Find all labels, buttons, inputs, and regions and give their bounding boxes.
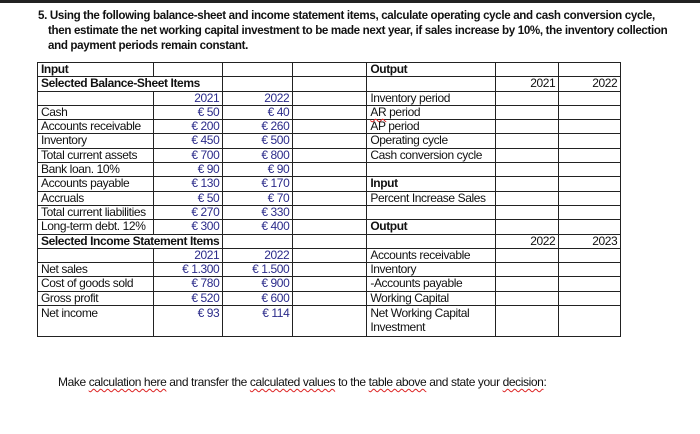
- answer-cell[interactable]: [559, 191, 621, 205]
- row-label: Inventory: [38, 134, 154, 148]
- input-label: Input: [38, 63, 154, 77]
- answer-cell[interactable]: [496, 91, 559, 105]
- table-row: [38, 263, 621, 277]
- note-text: table above: [368, 375, 427, 389]
- row-label: Total current liabilities: [38, 205, 154, 219]
- cell: [293, 277, 367, 291]
- cell: [293, 234, 367, 248]
- note-text: to the: [335, 375, 369, 389]
- row-label-part: AR: [370, 104, 387, 119]
- cell: [293, 63, 367, 77]
- answer-cell[interactable]: [559, 263, 621, 277]
- value-2022: € 800: [223, 148, 293, 162]
- note-text: decision: [502, 375, 544, 389]
- row-label: [367, 105, 496, 119]
- row-label: Accruals: [38, 191, 154, 205]
- table-row: [38, 63, 621, 77]
- output-label: Output: [367, 220, 496, 234]
- row-label: Cash conversion cycle: [367, 148, 496, 162]
- value-2022: € 330: [223, 205, 293, 219]
- answer-cell[interactable]: [496, 105, 559, 119]
- year-header: 2021: [496, 77, 559, 91]
- cell: [38, 91, 154, 105]
- answer-cell[interactable]: [559, 277, 621, 291]
- cell[interactable]: [559, 163, 621, 177]
- answer-cell[interactable]: [559, 120, 621, 134]
- cell: [293, 120, 367, 134]
- cell: [293, 77, 367, 91]
- value-2022: € 70: [223, 191, 293, 205]
- cell: [223, 77, 293, 91]
- value-2021: € 93: [154, 306, 223, 337]
- row-label: Operating cycle: [367, 134, 496, 148]
- cell: [367, 77, 496, 91]
- value-2021: € 130: [154, 177, 223, 191]
- cell: [367, 205, 496, 219]
- value-2021: € 300: [154, 220, 223, 234]
- cell: [223, 63, 293, 77]
- row-label: Total current assets: [38, 148, 154, 162]
- year-header: 2022: [223, 91, 293, 105]
- input-label: Input: [367, 177, 496, 191]
- row-label: Cost of goods sold: [38, 277, 154, 291]
- value-2022: € 260: [223, 120, 293, 134]
- year-header: 2023: [559, 234, 621, 248]
- table-row: [38, 205, 621, 219]
- cell: [293, 220, 367, 234]
- value-2021: € 1.300: [154, 263, 223, 277]
- answer-cell[interactable]: [559, 248, 621, 262]
- cell[interactable]: [559, 220, 621, 234]
- table-row: [38, 120, 621, 134]
- row-label: Accounts payable: [38, 177, 154, 191]
- table-row: [38, 163, 621, 177]
- question-body: Using the following balance-sheet and income statement items, calculate operating cycle and cash conversion cycle, then estimate the net working capital investment to be made next year, if sales increase by 10%, the inventory collection and payment periods remain constant.: [48, 9, 668, 52]
- cell[interactable]: [559, 177, 621, 191]
- answer-cell[interactable]: [559, 306, 621, 337]
- row-label: Bank loan. 10%: [38, 163, 154, 177]
- value-2021: € 90: [154, 163, 223, 177]
- value-2021: € 200: [154, 120, 223, 134]
- value-2021: € 450: [154, 134, 223, 148]
- value-2021: € 780: [154, 277, 223, 291]
- row-label: Cash: [38, 105, 154, 119]
- table-row: [38, 191, 621, 205]
- row-label: Long-term debt. 12%: [38, 220, 154, 234]
- row-label: Gross profit: [38, 291, 154, 305]
- table-row: [38, 134, 621, 148]
- cell: [293, 263, 367, 277]
- cell[interactable]: [496, 163, 559, 177]
- row-label: AP period: [367, 120, 496, 134]
- cell: [293, 134, 367, 148]
- value-2022: € 40: [223, 105, 293, 119]
- note-text: and state your: [426, 375, 503, 389]
- row-label: Net sales: [38, 263, 154, 277]
- answer-cell[interactable]: [559, 91, 621, 105]
- row-label: Net income: [38, 306, 154, 337]
- output-cell[interactable]: [559, 63, 621, 77]
- cell: [223, 234, 293, 248]
- table-row: [38, 248, 621, 262]
- answer-cell[interactable]: [496, 134, 559, 148]
- answer-cell[interactable]: [496, 263, 559, 277]
- row-label: Percent Increase Sales: [367, 191, 496, 205]
- year-header: 2021: [154, 248, 223, 262]
- value-2022: € 1.500: [223, 263, 293, 277]
- answer-cell[interactable]: [496, 306, 559, 337]
- table-row: [38, 148, 621, 162]
- table-row: [38, 277, 621, 291]
- note-text: Make: [58, 375, 89, 389]
- table-row: [38, 105, 621, 119]
- answer-cell[interactable]: [496, 191, 559, 205]
- cell: [367, 234, 496, 248]
- cell: [293, 191, 367, 205]
- income-statement-header: Selected Income Statement Items: [38, 234, 223, 248]
- year-header: 2022: [496, 234, 559, 248]
- row-label: Accounts receivable: [367, 248, 496, 262]
- cell: [293, 148, 367, 162]
- cell: [154, 63, 223, 77]
- question-text: [38, 8, 668, 53]
- cell[interactable]: [496, 177, 559, 191]
- cell: [293, 205, 367, 219]
- cell: [293, 105, 367, 119]
- value-2021: € 270: [154, 205, 223, 219]
- answer-cell[interactable]: [496, 120, 559, 134]
- year-header: 2022: [559, 77, 621, 91]
- worksheet-table: [37, 62, 621, 337]
- answer-cell[interactable]: [559, 134, 621, 148]
- answer-cell[interactable]: [559, 291, 621, 305]
- row-label: Inventory: [367, 263, 496, 277]
- value-2022: € 400: [223, 220, 293, 234]
- value-2022: € 600: [223, 291, 293, 305]
- table-row: [38, 291, 621, 305]
- table-row: [38, 177, 621, 191]
- cell: [293, 291, 367, 305]
- value-2021: € 50: [154, 191, 223, 205]
- cell[interactable]: [559, 205, 621, 219]
- cell[interactable]: [496, 220, 559, 234]
- output-cell[interactable]: [496, 63, 559, 77]
- answer-cell[interactable]: [496, 291, 559, 305]
- note-text: calculated values: [249, 375, 336, 389]
- answer-cell[interactable]: [559, 148, 621, 162]
- answer-cell[interactable]: [496, 277, 559, 291]
- value-2021: € 700: [154, 148, 223, 162]
- value-2021: € 520: [154, 291, 223, 305]
- value-2021: € 50: [154, 105, 223, 119]
- row-label: Accounts receivable: [38, 120, 154, 134]
- answer-cell[interactable]: [559, 105, 621, 119]
- value-2022: € 900: [223, 277, 293, 291]
- row-label: Working Capital: [367, 291, 496, 305]
- table-row: [38, 91, 621, 105]
- table-row: [38, 306, 621, 337]
- table-row: [38, 77, 621, 91]
- answer-cell[interactable]: [496, 248, 559, 262]
- cell: [293, 248, 367, 262]
- note-text: calculation here: [88, 375, 167, 389]
- row-label: Inventory period: [367, 91, 496, 105]
- cell: [293, 306, 367, 337]
- question-number: 5.: [38, 9, 47, 22]
- row-label-part: period: [386, 104, 421, 119]
- answer-cell[interactable]: [496, 148, 559, 162]
- year-header: 2021: [154, 91, 223, 105]
- instruction-note: [58, 375, 546, 389]
- note-text: :: [543, 375, 547, 389]
- cell: [293, 91, 367, 105]
- cell: [293, 177, 367, 191]
- cell: [38, 248, 154, 262]
- balance-sheet-header: Selected Balance-Sheet Items: [38, 77, 223, 91]
- row-label: Net Working Capital Investment: [367, 306, 496, 337]
- year-header: 2022: [223, 248, 293, 262]
- value-2022: € 500: [223, 134, 293, 148]
- row-label: -Accounts payable: [367, 277, 496, 291]
- cell: [367, 163, 496, 177]
- value-2022: € 170: [223, 177, 293, 191]
- output-label: Output: [367, 63, 496, 77]
- table-row: [38, 234, 621, 248]
- value-2022: € 90: [223, 163, 293, 177]
- note-text: and transfer the: [166, 375, 250, 389]
- cell[interactable]: [496, 205, 559, 219]
- top-border: [0, 0, 700, 3]
- cell: [293, 163, 367, 177]
- table-row: [38, 220, 621, 234]
- value-2022: € 114: [223, 306, 293, 337]
